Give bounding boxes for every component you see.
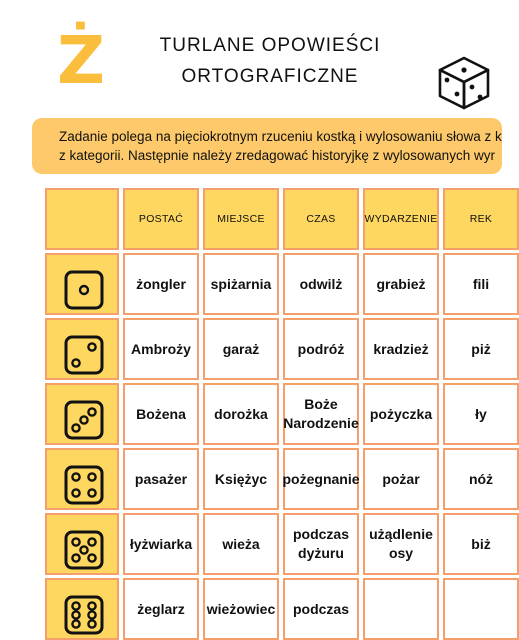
table-cell (443, 318, 519, 380)
instructions-banner (32, 118, 502, 174)
table-cell (123, 383, 199, 445)
die-cell (45, 253, 119, 315)
cell-word: żongler (136, 275, 186, 292)
table-cell (203, 383, 279, 445)
cell-word: kradzież (373, 340, 429, 357)
logo: Ż (57, 22, 105, 99)
table-cell (203, 318, 279, 380)
header-corner-cell (45, 188, 119, 250)
table-cell (363, 513, 439, 575)
die-five-icon (64, 530, 104, 570)
column-header: MIEJSCE (217, 212, 265, 225)
column-header-cell (443, 188, 519, 250)
column-header: POSTAĆ (138, 212, 184, 225)
instructions-line-1: Zadanie polega na pięciokrotnym rzuceniu kostką i wylosowaniu słowa z k (59, 129, 502, 144)
table-cell (443, 383, 519, 445)
die-two-icon (64, 335, 104, 375)
table-cell (123, 513, 199, 575)
column-header-cell (203, 188, 279, 250)
table-cell (283, 578, 359, 640)
die-cell (45, 383, 119, 445)
column-header: WYDARZENIE (364, 212, 438, 225)
table-cell (203, 578, 279, 640)
cell-word (365, 580, 437, 638)
table-cell (443, 253, 519, 315)
table-cell (123, 448, 199, 510)
table-cell (123, 578, 199, 640)
cell-word: biż (471, 535, 491, 552)
table-cell (203, 513, 279, 575)
column-header: CZAS (306, 212, 336, 225)
table-cell (443, 578, 519, 640)
cell-word: pożyczka (369, 405, 433, 422)
table-cell (363, 448, 439, 510)
table-cell (203, 253, 279, 315)
die-three-icon (64, 400, 104, 440)
cell-word: łyżwiarka (129, 535, 193, 552)
cell-word: odwilż (299, 275, 343, 292)
die-cell (45, 448, 119, 510)
die-cell (45, 513, 119, 575)
cell-word: wieża (222, 535, 260, 552)
cell-word: Księżyc (214, 470, 268, 487)
die-cell (45, 318, 119, 380)
title-line-1: TURLANE OPOWIEŚCI (159, 35, 381, 56)
table-cell (363, 318, 439, 380)
table-cell (363, 578, 439, 640)
column-header: REK (469, 212, 493, 225)
cell-word: pożar (382, 470, 420, 487)
cell-word: pożegnanie (282, 470, 360, 487)
die-one-icon (64, 270, 104, 310)
cell-word: żeglarz (137, 600, 185, 617)
cell-word: Boże Narodzenie (283, 396, 359, 431)
cell-word: podróż (297, 340, 345, 357)
cell-word: piż (471, 340, 491, 357)
table-cell (283, 383, 359, 445)
table-cell (283, 253, 359, 315)
table-cell (123, 253, 199, 315)
cell-word: spiżarnia (210, 275, 272, 292)
cell-word: garaż (222, 340, 260, 357)
cell-word: użądlenie osy (369, 526, 433, 561)
table-cell (363, 383, 439, 445)
column-header-cell (123, 188, 199, 250)
title-line-2: ORTOGRAFICZNE (181, 66, 359, 87)
die-four-icon (64, 465, 104, 505)
table-cell (283, 318, 359, 380)
table-cell (283, 513, 359, 575)
cell-word: nóż (468, 470, 494, 487)
cell-word: Bożena (136, 405, 186, 422)
instructions-line-2: z kategorii. Następnie należy zredagować historyjkę z wylosowanych wyr (59, 148, 495, 163)
column-header-cell (363, 188, 439, 250)
column-header-cell (283, 188, 359, 250)
table-cell (203, 448, 279, 510)
table-cell (283, 448, 359, 510)
cell-word (445, 580, 517, 638)
cell-word: fili (472, 275, 490, 292)
cell-word: grabież (376, 275, 426, 292)
die-six-icon (64, 595, 104, 635)
table-cell (363, 253, 439, 315)
dice-story-table (40, 185, 494, 617)
instructions-text (59, 127, 502, 165)
die-cell (45, 578, 119, 640)
cell-word: ły (475, 405, 487, 422)
table-cell (123, 318, 199, 380)
table-cell (443, 448, 519, 510)
page-title (150, 30, 390, 92)
cell-word: dorożka (214, 405, 268, 422)
cell-word: podczas (292, 600, 349, 617)
table-cell (443, 513, 519, 575)
cell-word: Ambroży (131, 340, 191, 357)
cell-word: pasażer (134, 470, 188, 487)
cell-word: podczas dyżuru (292, 526, 349, 561)
dice-cube-icon (432, 50, 492, 110)
cell-word: wieżowiec (206, 600, 276, 617)
